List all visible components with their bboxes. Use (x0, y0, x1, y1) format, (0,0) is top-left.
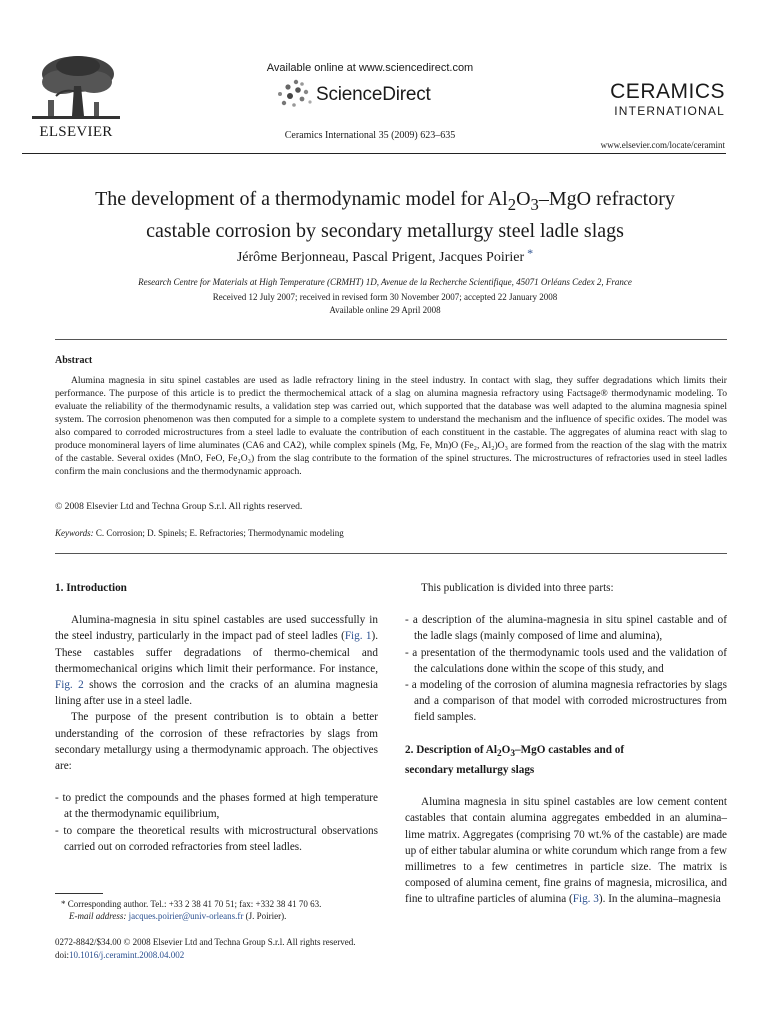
abstract-copyright: © 2008 Elsevier Ltd and Techna Group S.r.l. All rights reserved. (55, 501, 303, 512)
intro-paragraph-1 (55, 612, 378, 709)
part-item: - a presentation of the thermodynamic tools used and the validation of the calculations done within the scope of this study, and (405, 646, 727, 675)
title-text: O (516, 188, 531, 210)
fig-1-link[interactable]: Fig. 1 (344, 630, 372, 643)
heading-text: 2. Description of Al (405, 743, 497, 756)
part-item: - a modeling of the corrosion of alumina magnesia refractories by slags and a comparison of that model with corroded microstructures from field samples. (405, 679, 727, 724)
paragraph-text: ). In the alumina–magnesia (598, 893, 721, 906)
journal-name-main: CERAMICS (610, 80, 725, 103)
paragraph-text: Alumina-magnesia in situ spinel castables are used successfully in the steel industry, particularly in the impact pad of steel ladles ( (55, 614, 378, 643)
email-link[interactable]: jacques.poirier@univ-orleans.fr (128, 911, 244, 921)
corresponding-author-link[interactable]: * (527, 246, 534, 260)
section-2-line-2: secondary metallurgy slags (405, 764, 535, 777)
objective-item: - to compare the theoretical results with microstructural observations carried out on corroded refractories from steel ladles. (55, 824, 378, 853)
heading-subscript: 3 (510, 748, 516, 759)
paragraph-text: Alumina magnesia in situ spinel castables are low cement content castables that contain alumina aggregates embedded in an alumina–lime matrix. Aggregates (comprising 70 wt.% of the castable) are made up of either tabular alumina or white corundum which range from a few millimetres to a few centimetres in particle size. The matrix is composed of alumina cement, fine grains of magnesia, microsilica, and fine to ultrafine particles of alumina ( (405, 796, 727, 906)
title-line-2: castable corrosion by secondary metallurgy steel ladle slags (146, 220, 624, 242)
heading-subscript: 2 (496, 748, 502, 759)
right-column (405, 580, 727, 908)
title-line-1 (40, 186, 730, 218)
abstract-heading: Abstract (55, 355, 93, 366)
journal-reference: Ceramics International 35 (2009) 623–635 (284, 130, 456, 141)
journal-url-link[interactable]: www.elsevier.com/locate/ceramint (600, 140, 725, 150)
footnote-email (55, 910, 378, 922)
available-online-link[interactable]: Available online at www.sciencedirect.com (266, 62, 474, 74)
parts-intro: This publication is divided into three parts: (421, 582, 614, 594)
paragraph-text: ). These castables suffer degradations of thermo-chemical and thermomechanical origins which limit their performance. For instance, (55, 630, 378, 675)
part-item: - a description of the alumina-magnesia in situ spinel castable and of the ladle slags (mainly composed of lime and alumina), (405, 614, 727, 643)
doi-link[interactable]: 10.1016/j.ceramint.2008.04.002 (69, 950, 185, 960)
heading-text: –MgO castables and of (515, 743, 625, 756)
publisher-wordmark: ELSEVIER (39, 124, 113, 140)
sciencedirect-wordmark: ScienceDirect (316, 84, 431, 105)
paragraph-text: shows the corrosion and the cracks of an alumina magnesia lining after use in a steel ladle. (55, 679, 378, 708)
fig-3-link[interactable]: Fig. 3 (572, 893, 599, 906)
email-suffix: (J. Poirier). (243, 911, 287, 921)
intro-paragraph-2: The purpose of the present contribution is to obtain a better understanding of the corrosion of these refractories by slags from secondary metallurgy using a thermodynamic approach. The objectives are: (55, 711, 378, 773)
author-list (40, 246, 730, 266)
section-2-line-1 (405, 742, 727, 762)
doi-line (55, 949, 184, 961)
keywords (55, 528, 727, 538)
email-label: E-mail address: (69, 911, 127, 921)
received-dates: Received 12 July 2007; received in revised form 30 November 2007; accepted 22 January 2008 (212, 292, 558, 302)
footnote-text: * Corresponding author. Tel.: +33 2 38 41 70 51; fax: +332 38 41 70 63. (61, 899, 322, 909)
sciencedirect-dots-icon (272, 78, 314, 112)
keywords-label: Keywords: (55, 528, 94, 538)
abstract-divider (55, 553, 727, 554)
title-subscript: 3 (530, 195, 539, 214)
title-text: –MgO refractory (538, 188, 675, 210)
section-2-paragraph (405, 794, 727, 907)
title-text: The development of a thermodynamic model for Al (95, 188, 508, 210)
keywords-text: C. Corrosion; D. Spinels; E. Refractories; Thermodynamic modeling (95, 528, 344, 538)
header-divider (22, 153, 726, 154)
objective-item: - to predict the compounds and the phases formed at high temperature at the thermodynamic equilibrium, (55, 792, 378, 821)
footnote-corresponding-author (55, 898, 378, 922)
affiliation: Research Centre for Materials at High Temperature (CRMHT) 1D, Avenue de la Recherche Scientifique, 45071 Orléans Cedex 2, France (138, 277, 632, 287)
title-subscript: 2 (507, 195, 517, 214)
doi-label: doi: (55, 950, 70, 960)
title-divider (55, 339, 727, 340)
fig-2-link[interactable]: Fig. 2 (55, 679, 84, 692)
footnote-divider (55, 893, 103, 894)
journal-name-sub: INTERNATIONAL (614, 104, 725, 118)
authors-text: Jérôme Berjonneau, Pascal Prigent, Jacques Poirier (236, 250, 525, 265)
section-heading-introduction: 1. Introduction (55, 582, 127, 594)
paper-title (40, 186, 730, 244)
abstract-body: Alumina magnesia in situ spinel castables are used as ladle refractory lining in the steel industry. In contact with slag, they suffer degradations which limits their performance. The purpose of this article is to predict the thermochemical attack of a slag on alumina magnesia refractory using Factsage® thermodynamic modeling. To evaluate the reliability of the thermodynamic results, a validation step was carried out, which supported that the database was well adapted to the alumina magnesia spinel system. The corrosion phenomenon was then computed for a simple to a complete system to understand the mechanism and the influence of specific oxides. The model was also compared to corroded microstructures from a steel ladle to evaluate the contribution of each constituent in the castable. The aggregates of alumina react with slag to produce monomineral layers of lime aluminates (CA6 and CA2), while complex spinels (Mg, Fe, Mn)O (Fe₂, Al₂)O₃ are formed from the reaction of the slag with the matrix of the castable. Several oxides (MnO, FeO, Fe₂O₃) from the slag contribute to the formation of the spinel structures. The microstructures of refractories used in steel ladles confirm the main conclusions and the thermodynamic approach. (55, 375, 727, 477)
left-column (55, 580, 378, 855)
available-online-date: Available online 29 April 2008 (329, 305, 441, 315)
heading-text: O (501, 743, 511, 756)
section-heading-2 (405, 742, 727, 779)
sciencedirect-logo[interactable] (272, 78, 472, 112)
issn-line: 0272-8842/$34.00 © 2008 Elsevier Ltd and Techna Group S.r.l. All rights reserved. (55, 937, 356, 947)
